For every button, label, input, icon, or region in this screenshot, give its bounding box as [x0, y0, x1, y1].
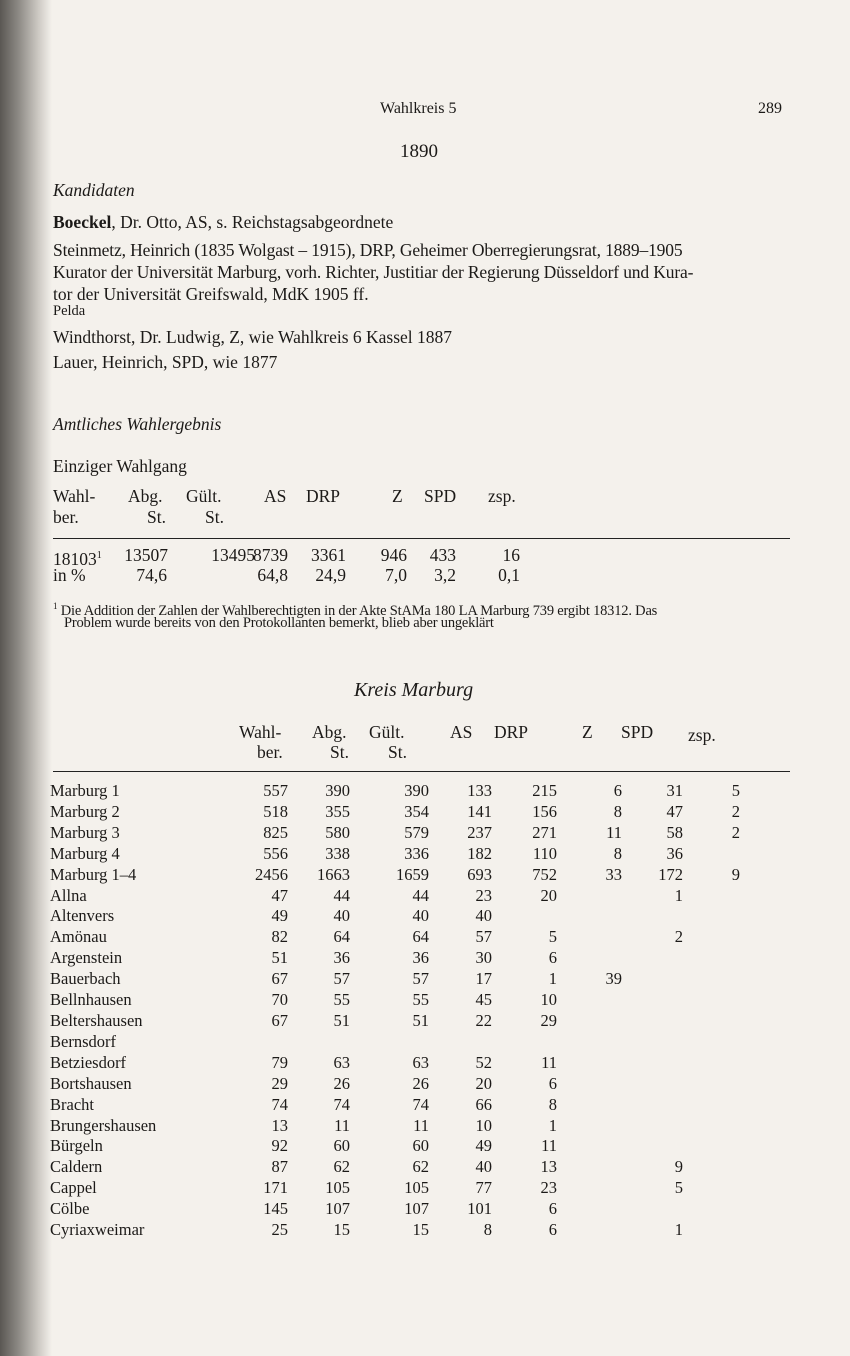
- cell-guelt: 64: [412, 927, 429, 947]
- cell-zsp: 9: [731, 864, 740, 884]
- cell-zsp: [683, 990, 740, 1011]
- cell-spd: [622, 1199, 683, 1220]
- cell-municipality: Cyriaxweimar: [50, 1220, 145, 1240]
- cell-guelt: 57: [412, 969, 429, 989]
- table-row: [50, 802, 740, 823]
- table-row: [50, 1116, 740, 1137]
- cell-drp: 6: [548, 948, 557, 968]
- table-row: [50, 969, 740, 990]
- cell-as: 17: [475, 969, 492, 989]
- cell-municipality: Caldern: [50, 1157, 103, 1177]
- cell-abg: 62: [333, 1157, 350, 1177]
- cell-zsp: [683, 927, 740, 948]
- candidate-source: Pelda: [53, 303, 86, 319]
- cell-guelt: 55: [412, 990, 429, 1010]
- cell-guelt: 15: [412, 1220, 429, 1240]
- cell-as: 57: [475, 927, 492, 947]
- cell-wahlber: 2456: [255, 864, 288, 884]
- cell-zsp: [683, 969, 740, 990]
- percent-z: 7,0: [385, 565, 407, 585]
- cell-abg: 36: [333, 948, 350, 968]
- kreis-col-abg-2: St.: [330, 742, 349, 762]
- cell-z: [557, 1074, 622, 1095]
- total-zsp: 16: [502, 545, 520, 565]
- table-row: [50, 927, 740, 948]
- footnote-line2: Problem wurde bereits von den Protokollanten bemerkt, blieb aber ungeklärt: [64, 615, 494, 631]
- page-number: 289: [758, 100, 782, 117]
- cell-as: 141: [467, 801, 492, 821]
- total-as: 8739: [253, 545, 288, 565]
- cell-abg: 60: [333, 1136, 350, 1156]
- cell-municipality: Marburg 1–4: [50, 864, 137, 884]
- cell-abg: 107: [325, 1199, 350, 1219]
- cell-z: [557, 1095, 622, 1116]
- table-row: [50, 1095, 740, 1116]
- cell-as: 23: [475, 885, 492, 905]
- cell-drp: [492, 906, 557, 927]
- cell-z: 6: [613, 781, 622, 800]
- result-col-z: Z: [392, 486, 403, 506]
- cell-wahlber: 67: [271, 1010, 288, 1030]
- result-col-abg-2: St.: [147, 507, 166, 527]
- cell-guelt: 354: [404, 801, 429, 821]
- cell-municipality: Betziesdorf: [50, 1052, 127, 1072]
- cell-zsp: [683, 1116, 740, 1137]
- cell-drp: 1: [548, 1115, 557, 1135]
- kreis-col-guelt-2: St.: [388, 742, 407, 762]
- cell-spd: [622, 1011, 683, 1032]
- table-row: [50, 948, 740, 969]
- cell-spd: 2: [674, 927, 683, 947]
- cell-as: 133: [467, 781, 492, 800]
- candidate-windthorst: Windthorst, Dr. Ludwig, Z, wie Wahlkreis 6 Kassel 1887: [53, 327, 453, 347]
- cell-z: [557, 927, 622, 948]
- cell-guelt: 105: [404, 1178, 429, 1198]
- cell-municipality: Cölbe: [50, 1199, 90, 1219]
- cell-drp: 6: [548, 1199, 557, 1219]
- cell-municipality: Amönau: [50, 927, 107, 947]
- total-drp: 3361: [311, 545, 346, 565]
- cell-as: 182: [467, 843, 492, 863]
- cell-zsp: [683, 1157, 740, 1178]
- cell-guelt: 579: [404, 822, 429, 842]
- cell-drp: 1: [548, 969, 557, 989]
- cell-wahlber: 67: [271, 969, 288, 989]
- cell-spd: 172: [658, 864, 683, 884]
- cell-spd: [622, 1136, 683, 1157]
- cell-spd: [622, 1032, 683, 1053]
- cell-zsp: 5: [731, 781, 740, 800]
- cell-abg: 64: [333, 927, 350, 947]
- total-guelt: 13495: [211, 545, 255, 565]
- running-title: Wahlkreis 5: [380, 100, 457, 117]
- cell-z: [557, 886, 622, 907]
- kreis-col-z: Z: [582, 722, 593, 742]
- cell-drp: 6: [548, 1220, 557, 1240]
- percent-spd: 3,2: [434, 565, 456, 585]
- cell-zsp: [683, 844, 740, 865]
- cell-spd: 31: [666, 781, 683, 800]
- cell-zsp: [683, 948, 740, 969]
- percent-drp: 24,9: [315, 565, 346, 585]
- cell-guelt: 51: [412, 1010, 429, 1030]
- cell-as: 49: [475, 1136, 492, 1156]
- cell-spd: 47: [666, 801, 683, 821]
- cell-drp: 752: [532, 864, 557, 884]
- cell-zsp: [683, 1178, 740, 1199]
- cell-guelt: 107: [404, 1199, 429, 1219]
- cell-guelt: 40: [412, 906, 429, 926]
- cell-as: 20: [475, 1073, 492, 1093]
- cell-abg: 55: [333, 990, 350, 1010]
- result-col-guelt: Gült.: [186, 486, 222, 506]
- cell-z: 8: [613, 801, 622, 821]
- cell-zsp: [683, 1220, 740, 1241]
- cell-guelt: 26: [412, 1073, 429, 1093]
- cell-municipality: Argenstein: [50, 948, 123, 968]
- cell-municipality: Bracht: [50, 1094, 94, 1114]
- cell-abg: 338: [325, 843, 350, 863]
- cell-z: [557, 990, 622, 1011]
- cell-municipality: Bürgeln: [50, 1136, 103, 1156]
- cell-abg: 11: [334, 1115, 350, 1135]
- cell-drp: 23: [540, 1178, 557, 1198]
- total-wahlber-footnote-mark: 1: [96, 550, 102, 561]
- cell-as: 77: [475, 1178, 492, 1198]
- result-col-guelt-2: St.: [205, 507, 224, 527]
- year-heading: 1890: [400, 141, 438, 162]
- result-col-wahlber: Wahl-: [53, 486, 96, 506]
- candidate-boeckel-name: Boeckel: [53, 212, 112, 232]
- cell-z: [557, 906, 622, 927]
- kreis-col-spd: SPD: [621, 722, 654, 742]
- result-col-zsp: zsp.: [488, 486, 516, 506]
- cell-wahlber: 79: [271, 1052, 288, 1072]
- cell-guelt: [350, 1032, 429, 1053]
- cell-zsp: [683, 1095, 740, 1116]
- result-col-drp: DRP: [306, 486, 341, 506]
- cell-as: 30: [475, 948, 492, 968]
- cell-z: [557, 1053, 622, 1074]
- cell-drp: 215: [532, 781, 557, 800]
- cell-guelt: 60: [412, 1136, 429, 1156]
- cell-wahlber: 70: [271, 990, 288, 1010]
- cell-drp: 6: [548, 1073, 557, 1093]
- cell-abg: 40: [333, 906, 350, 926]
- table-row: [50, 1053, 740, 1074]
- cell-as: 22: [475, 1010, 492, 1030]
- book-binding-shadow: [0, 0, 52, 1356]
- cell-as: 52: [475, 1052, 492, 1072]
- cell-z: 11: [606, 822, 622, 842]
- cell-abg: 57: [333, 969, 350, 989]
- result-col-wahlber-2: ber.: [53, 507, 79, 527]
- cell-spd: [622, 1095, 683, 1116]
- cell-z: [557, 1157, 622, 1178]
- cell-abg: 15: [333, 1220, 350, 1240]
- cell-abg: 355: [325, 801, 350, 821]
- cell-spd: [622, 1053, 683, 1074]
- cell-zsp: 2: [731, 801, 740, 821]
- candidate-steinmetz-line3: tor der Universität Greifswald, MdK 1905 ff.: [53, 284, 369, 304]
- cell-municipality: Bauerbach: [50, 969, 121, 989]
- cell-z: [557, 1116, 622, 1137]
- cell-as: [429, 1032, 492, 1053]
- cell-abg: [288, 1032, 350, 1053]
- table-row: [50, 1032, 740, 1053]
- cell-as: 237: [467, 822, 492, 842]
- cell-zsp: [683, 886, 740, 907]
- cell-zsp: [683, 1136, 740, 1157]
- cell-wahlber: 51: [271, 948, 288, 968]
- cell-municipality: Marburg 3: [50, 822, 120, 842]
- cell-wahlber: 49: [271, 906, 288, 926]
- cell-municipality: Brungershausen: [50, 1115, 157, 1135]
- cell-wahlber: 13: [271, 1115, 288, 1135]
- cell-drp: 20: [540, 885, 557, 905]
- cell-as: 40: [475, 906, 492, 926]
- candidates-heading: Kandidaten: [53, 180, 135, 200]
- cell-abg: 51: [333, 1010, 350, 1030]
- kreis-col-guelt: Gült.: [369, 722, 405, 742]
- kreis-table-rule: [53, 771, 790, 772]
- cell-drp: 110: [532, 843, 557, 863]
- cell-municipality: Allna: [50, 885, 87, 905]
- cell-z: [557, 1220, 622, 1241]
- cell-as: 8: [483, 1220, 492, 1240]
- cell-wahlber: 82: [271, 927, 288, 947]
- cell-drp: [492, 1032, 557, 1053]
- cell-as: 10: [475, 1115, 492, 1135]
- table-row: [50, 823, 740, 844]
- cell-abg: 63: [333, 1052, 350, 1072]
- cell-municipality: Marburg 4: [50, 843, 120, 863]
- result-col-as: AS: [264, 486, 287, 506]
- cell-drp: 29: [540, 1010, 557, 1030]
- cell-abg: 580: [325, 822, 350, 842]
- cell-drp: 13: [540, 1157, 557, 1177]
- table-row: [50, 1178, 740, 1199]
- footnote-text-1: Die Addition der Zahlen der Wahlberechtigten in der Akte StAMa 180 LA Marburg 739 ergibt 18312. Das: [60, 602, 658, 619]
- result-col-spd: SPD: [424, 486, 457, 506]
- cell-municipality: Marburg 2: [50, 801, 120, 821]
- cell-z: [557, 1136, 622, 1157]
- cell-zsp: [683, 1199, 740, 1220]
- cell-abg: 74: [333, 1094, 350, 1114]
- table-row: [50, 1220, 740, 1241]
- cell-guelt: 1659: [396, 864, 429, 884]
- table-row: [50, 1011, 740, 1032]
- cell-abg: 390: [325, 781, 350, 800]
- table-row: [50, 1199, 740, 1220]
- kreis-col-as: AS: [450, 722, 473, 742]
- table-row: [50, 990, 740, 1011]
- cell-as: 40: [475, 1157, 492, 1177]
- cell-wahlber: 171: [263, 1178, 288, 1198]
- total-spd: 433: [429, 545, 456, 565]
- cell-guelt: 11: [413, 1115, 429, 1135]
- cell-as: 693: [467, 864, 492, 884]
- percent-zsp: 0,1: [498, 565, 520, 585]
- cell-z: 39: [605, 969, 622, 989]
- table-row: [50, 865, 740, 886]
- candidate-steinmetz-line2: Kurator der Universität Marburg, vorh. Richter, Justitiar der Regierung Düsseldorf und Kura-: [53, 262, 694, 282]
- cell-wahlber: 518: [263, 801, 288, 821]
- cell-municipality: Bortshausen: [50, 1073, 132, 1093]
- kreis-col-drp: DRP: [494, 722, 529, 742]
- cell-spd: 58: [666, 822, 683, 842]
- cell-abg: 105: [325, 1178, 350, 1198]
- cell-zsp: [683, 1032, 740, 1053]
- percent-abg: 74,6: [136, 565, 167, 585]
- cell-z: [557, 1199, 622, 1220]
- cell-z: [557, 1011, 622, 1032]
- cell-as: 101: [467, 1199, 492, 1219]
- cell-guelt: 390: [404, 781, 429, 800]
- table-row: [50, 781, 740, 802]
- cell-drp: 156: [532, 801, 557, 821]
- cell-spd: [622, 1116, 683, 1137]
- kreis-col-zsp: zsp.: [688, 725, 716, 745]
- candidate-boeckel: [53, 212, 393, 233]
- kreis-table: [50, 781, 740, 1241]
- cell-spd: [622, 1074, 683, 1095]
- cell-municipality: Cappel: [50, 1178, 97, 1198]
- candidate-boeckel-details: , Dr. Otto, AS, s. Reichstagsabgeordnete: [111, 212, 394, 232]
- table-row: [50, 906, 740, 927]
- cell-drp: 11: [541, 1052, 557, 1072]
- table-row: [50, 1074, 740, 1095]
- cell-zsp: [683, 1011, 740, 1032]
- cell-spd: [622, 906, 683, 927]
- cell-spd: 5: [674, 1178, 683, 1198]
- cell-wahlber: 145: [263, 1199, 288, 1219]
- kreis-col-wahlber-2: ber.: [257, 742, 283, 762]
- cell-drp: 8: [548, 1094, 557, 1114]
- cell-z: 33: [605, 864, 622, 884]
- kreis-col-abg: Abg.: [312, 722, 347, 742]
- cell-as: 66: [475, 1094, 492, 1114]
- cell-wahlber: 825: [263, 822, 288, 842]
- cell-wahlber: 29: [271, 1073, 288, 1093]
- cell-municipality: Bellnhausen: [50, 990, 132, 1010]
- cell-spd: 1: [674, 1220, 683, 1240]
- total-wahlber-value: 18103: [53, 548, 97, 569]
- result-round: Einziger Wahlgang: [53, 456, 187, 476]
- cell-guelt: 336: [404, 843, 429, 863]
- cell-drp: 11: [541, 1136, 557, 1156]
- cell-drp: 271: [532, 822, 557, 842]
- cell-wahlber: 557: [263, 781, 288, 800]
- cell-abg: 44: [333, 885, 350, 905]
- cell-guelt: 74: [412, 1094, 429, 1114]
- percent-label: in %: [53, 565, 86, 585]
- table-row: [50, 1157, 740, 1178]
- footnote-mark: 1: [53, 601, 58, 611]
- kreis-col-wahlber: Wahl-: [239, 722, 282, 742]
- cell-zsp: [683, 1074, 740, 1095]
- cell-zsp: [683, 906, 740, 927]
- cell-drp: 5: [548, 927, 557, 947]
- cell-municipality: Marburg 1: [50, 781, 120, 800]
- result-col-abg: Abg.: [128, 486, 163, 506]
- cell-z: [557, 948, 622, 969]
- cell-guelt: 63: [412, 1052, 429, 1072]
- cell-spd: [622, 948, 683, 969]
- cell-guelt: 44: [412, 885, 429, 905]
- cell-wahlber: 87: [271, 1157, 288, 1177]
- cell-as: 45: [475, 990, 492, 1010]
- cell-zsp: 2: [731, 822, 740, 842]
- cell-abg: 1663: [317, 864, 350, 884]
- table-row: [50, 886, 740, 907]
- cell-municipality: Altenvers: [50, 906, 115, 926]
- cell-spd: 1: [674, 885, 683, 905]
- cell-guelt: 36: [412, 948, 429, 968]
- cell-wahlber: 92: [271, 1136, 288, 1156]
- cell-spd: [622, 990, 683, 1011]
- total-z: 946: [380, 545, 407, 565]
- cell-wahlber: 25: [271, 1220, 288, 1240]
- cell-wahlber: 47: [271, 885, 288, 905]
- cell-wahlber: 74: [271, 1094, 288, 1114]
- cell-z: [557, 1178, 622, 1199]
- result-table-rule: [53, 538, 790, 539]
- cell-zsp: [683, 1053, 740, 1074]
- cell-municipality: Bernsdorf: [50, 1031, 116, 1051]
- cell-spd: [622, 969, 683, 990]
- cell-z: 8: [613, 843, 622, 863]
- table-row: [50, 1136, 740, 1157]
- total-abg: 13507: [124, 545, 168, 565]
- result-heading: Amtliches Wahlergebnis: [53, 414, 222, 434]
- candidate-steinmetz-line1: Steinmetz, Heinrich (1835 Wolgast – 1915), DRP, Geheimer Oberregierungsrat, 1889–1905: [53, 240, 683, 260]
- cell-spd: 9: [674, 1157, 683, 1177]
- cell-municipality: Beltershausen: [50, 1010, 143, 1030]
- cell-wahlber: [158, 1032, 288, 1053]
- cell-z: [557, 1032, 622, 1053]
- percent-as: 64,8: [257, 565, 288, 585]
- table-row: [50, 844, 740, 865]
- candidate-lauer: Lauer, Heinrich, SPD, wie 1877: [53, 352, 278, 372]
- cell-guelt: 62: [412, 1157, 429, 1177]
- kreis-title: Kreis Marburg: [354, 679, 474, 701]
- cell-spd: 36: [666, 843, 683, 863]
- cell-abg: 26: [333, 1073, 350, 1093]
- cell-drp: 10: [540, 990, 557, 1010]
- cell-wahlber: 556: [263, 843, 288, 863]
